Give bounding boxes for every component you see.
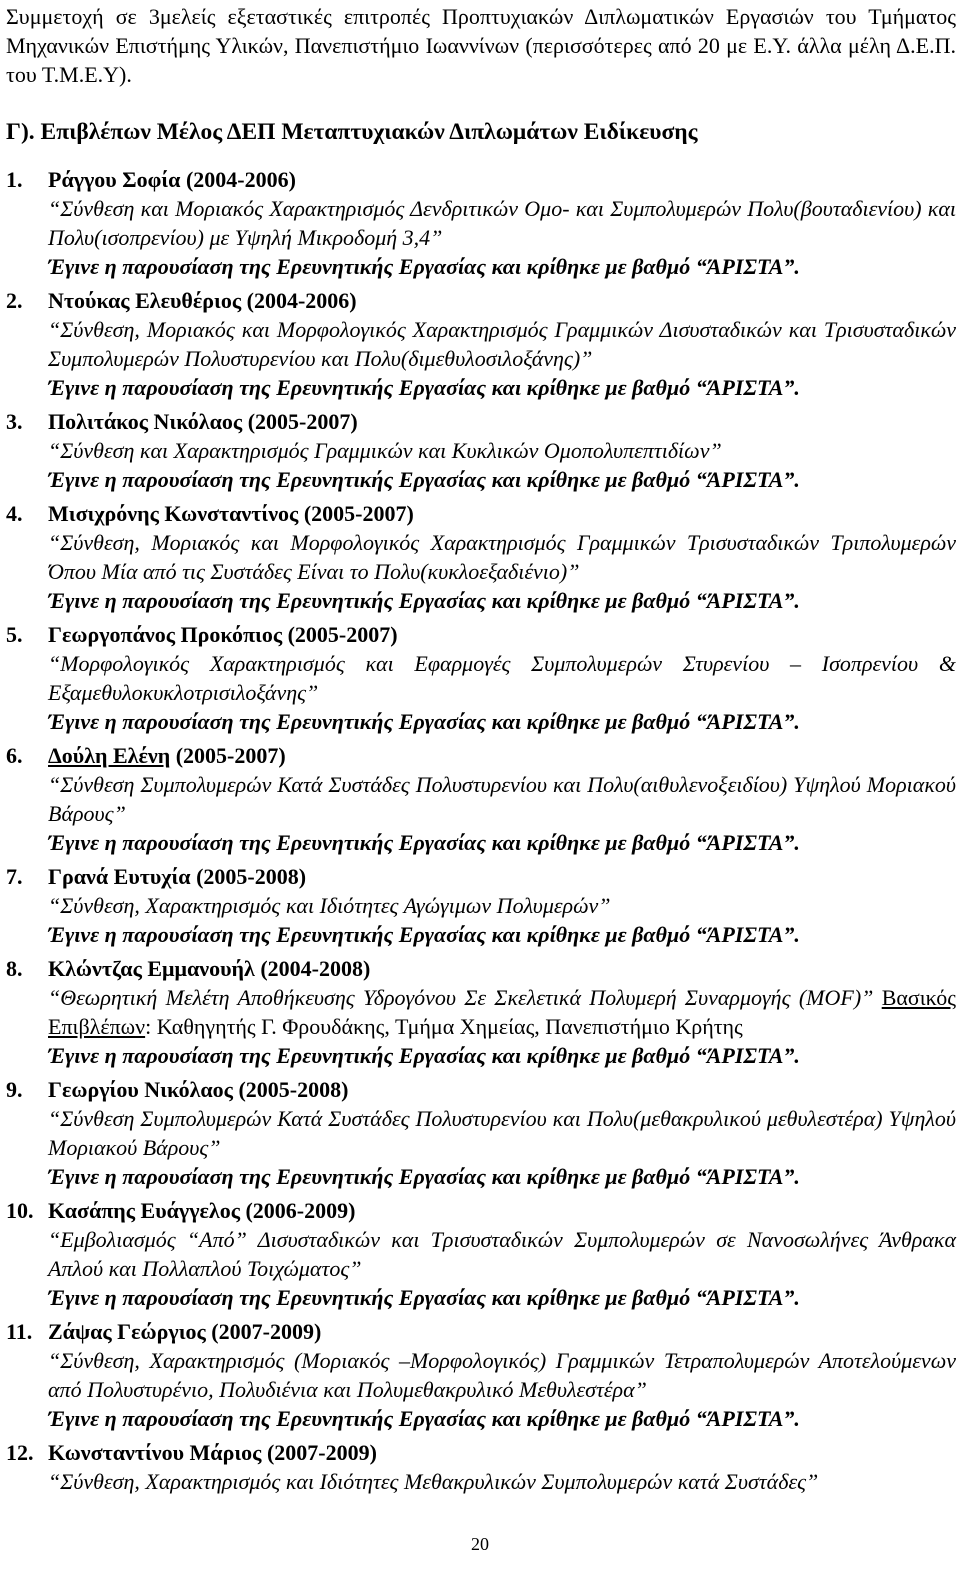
thesis-title-text: “Σύνθεση, Χαρακτηρισμός και Ιδιότητες Μεθακρυλικών Συμπολυμερών κατά Συστάδες” [48,1469,819,1494]
student-years: (2005-2007) [287,622,398,647]
student-years: (2005-2007) [303,501,414,526]
student-name: Κλώντζας Εμμανουήλ [48,956,255,981]
thesis-title [48,1346,956,1404]
grade-statement: Έγινε η παρουσίαση της Ερευνητικής Εργασίας και κρίθηκε με βαθμό “ΆΡΙΣΤΑ”. [48,254,800,279]
student-years: (2004-2008) [260,956,371,981]
thesis-title-text: “Σύνθεση, Χαρακτηρισμός (Μοριακός –Μορφολογικός) Γραμμικών Τετραπολυμερών Αποτελούμενων από Πολυστυρένιο, Πολυδιένια και Πολυμεθακρυλικό Μεθυλεστέρα” [48,1348,956,1402]
student-years: (2005-2007) [247,409,358,434]
student-name: Κασάπης Ευάγγελος [48,1198,240,1223]
student-years: (2007-2009) [211,1319,322,1344]
list-item [6,1196,956,1312]
thesis-title [48,528,956,586]
item-number: 8. [6,956,23,981]
thesis-title-text: “Σύνθεση, Μοριακός και Μορφολογικός Χαρακτηρισμός Γραμμικών Δισυσταδικών και Τρισυσταδικών Συμπολυμερών Πολυστυρενίου και Πολυ(διμεθυλοσιλοξάνης)” [48,317,956,371]
list-item [6,620,956,736]
item-number: 12. [6,1440,34,1465]
list-item [6,499,956,615]
list-item [6,954,956,1070]
student-name: Μισιχρόνης Κωνσταντίνος [48,501,299,526]
student-heading [48,286,956,315]
grade-statement: Έγινε η παρουσίαση της Ερευνητικής Εργασίας και κρίθηκε με βαθμό “ΆΡΙΣΤΑ”. [48,922,800,947]
item-number: 10. [6,1198,34,1223]
list-item [6,862,956,949]
student-heading [48,1438,956,1467]
student-years: (2006-2009) [245,1198,356,1223]
student-name: Ντούκας Ελευθέριος [48,288,242,313]
student-heading [48,499,956,528]
student-name: Κωνσταντίνου Μάριος [48,1440,262,1465]
list-item [6,1317,956,1433]
thesis-title [48,436,956,465]
thesis-title [48,649,956,707]
grade-statement: Έγινε η παρουσίαση της Ερευνητικής Εργασίας και κρίθηκε με βαθμό “ΆΡΙΣΤΑ”. [48,588,800,613]
student-years: (2005-2008) [196,864,307,889]
document-page [6,2,956,1496]
student-name: Ράγγου Σοφία [48,167,181,192]
grade-statement: Έγινε η παρουσίαση της Ερευνητικής Εργασίας και κρίθηκε με βαθμό “ΆΡΙΣΤΑ”. [48,709,800,734]
thesis-title [48,1467,956,1496]
student-heading [48,407,956,436]
student-heading [48,862,956,891]
student-heading [48,741,956,770]
student-name: Πολιτάκος Νικόλαος [48,409,243,434]
student-years: (2004-2006) [185,167,296,192]
list-item [6,741,956,857]
student-heading [48,1075,956,1104]
section-heading: Γ). Επιβλέπων Μέλος ΔΕΠ Μεταπτυχιακών Διπλωμάτων Ειδίκευσης [6,119,698,145]
thesis-title [48,1225,956,1283]
item-number: 7. [6,864,23,889]
item-number: 6. [6,743,23,768]
student-heading [48,165,956,194]
item-number: 2. [6,288,23,313]
list-item [6,1075,956,1191]
thesis-title [48,983,956,1041]
item-number: 3. [6,409,23,434]
intro-paragraph: Συμμετοχή σε 3μελείς εξεταστικές επιτροπές Προπτυχιακών Διπλωματικών Εργασιών του Τμήματος Μηχανικών Επιστήμης Υλικών, Πανεπιστήμιο Ιωαννίνων (περισσότερες από 20 με Ε.Υ. άλλα μέλη Δ.Ε.Π. του Τ.Μ.Ε.Υ). [6,4,956,87]
co-supervisor-text: : Καθηγητής Γ. Φρουδάκης, Τμήμα Χημείας, Πανεπιστήμιο Κρήτης [145,1014,743,1039]
student-name: Δούλη Ελένη [48,743,171,768]
student-heading [48,954,956,983]
thesis-title-text: “Σύνθεση και Μοριακός Χαρακτηρισμός Δενδριτικών Ομο- και Συμπολυμερών Πολυ(βουταδιενίου) και Πολυ(ισοπρενίου) με Υψηλή Μικροδομή 3,4” [48,196,956,250]
thesis-title [48,315,956,373]
thesis-title-text: “Σύνθεση Συμπολυμερών Κατά Συστάδες Πολυστυρενίου και Πολυ(αιθυλενοξειδίου) Υψηλού Μοριακού Βάρους” [48,772,956,826]
list-item [6,165,956,281]
grade-statement: Έγινε η παρουσίαση της Ερευνητικής Εργασίας και κρίθηκε με βαθμό “ΆΡΙΣΤΑ”. [48,1043,800,1068]
thesis-title-text: “Θεωρητική Μελέτη Αποθήκευσης Υδρογόνου Σε Σκελετικά Πολυμερή Συναρμογής (MOF)” [48,985,874,1010]
grade-statement: Έγινε η παρουσίαση της Ερευνητικής Εργασίας και κρίθηκε με βαθμό “ΆΡΙΣΤΑ”. [48,1164,800,1189]
thesis-list [6,165,956,1496]
student-heading [48,620,956,649]
item-number: 11. [6,1319,33,1344]
grade-statement: Έγινε η παρουσίαση της Ερευνητικής Εργασίας και κρίθηκε με βαθμό “ΆΡΙΣΤΑ”. [48,375,800,400]
list-item [6,1438,956,1496]
student-heading [48,1317,956,1346]
student-name: Γεωργοπάνος Προκόπιος [48,622,283,647]
thesis-title [48,194,956,252]
thesis-title-text: “Σύνθεση Συμπολυμερών Κατά Συστάδες Πολυστυρενίου και Πολυ(μεθακρυλικού μεθυλεστέρα) Υψηλού Μοριακού Βάρους” [48,1106,956,1160]
co-supervisor-label: Βασικός Επιβλέπων [48,985,956,1039]
item-number: 5. [6,622,23,647]
student-years: (2007-2009) [266,1440,377,1465]
list-item [6,286,956,402]
list-item [6,407,956,494]
thesis-title [48,891,956,920]
student-years: (2004-2006) [246,288,357,313]
item-number: 1. [6,167,23,192]
grade-statement: Έγινε η παρουσίαση της Ερευνητικής Εργασίας και κρίθηκε με βαθμό “ΆΡΙΣΤΑ”. [48,1406,800,1431]
thesis-title-text: “Μορφολογικός Χαρακτηρισμός και Εφαρμογές Συμπολυμερών Στυρενίου – Ισοπρενίου & Εξαμεθυλοκυκλοτρισιλοξάνης” [48,651,956,705]
page-number: 20 [471,1534,489,1554]
thesis-title [48,770,956,828]
grade-statement: Έγινε η παρουσίαση της Ερευνητικής Εργασίας και κρίθηκε με βαθμό “ΆΡΙΣΤΑ”. [48,467,800,492]
grade-statement: Έγινε η παρουσίαση της Ερευνητικής Εργασίας και κρίθηκε με βαθμό “ΆΡΙΣΤΑ”. [48,1285,800,1310]
item-number: 9. [6,1077,23,1102]
thesis-title-text: “Εμβολιασμός “Από” Δισυσταδικών και Τρισυσταδικών Συμπολυμερών σε Νανοσωλήνες Άνθρακα Απλού και Πολλαπλού Τοιχώματος” [48,1227,956,1281]
grade-statement: Έγινε η παρουσίαση της Ερευνητικής Εργασίας και κρίθηκε με βαθμό “ΆΡΙΣΤΑ”. [48,830,800,855]
student-name: Γεωργίου Νικόλαος [48,1077,233,1102]
thesis-title [48,1104,956,1162]
thesis-title-text: “Σύνθεση και Χαρακτηρισμός Γραμμικών και Κυκλικών Ομοπολυπεπτιδίων” [48,438,722,463]
student-heading [48,1196,956,1225]
item-number: 4. [6,501,23,526]
student-years: (2005-2007) [175,743,286,768]
student-name: Γρανά Ευτυχία [48,864,191,889]
student-name: Ζάψας Γεώργιος [48,1319,206,1344]
thesis-title-text: “Σύνθεση, Μοριακός και Μορφολογικός Χαρακτηρισμός Γραμμικών Τρισυσταδικών Τριπολυμερών Όπου Μία από τις Συστάδες Είναι το Πολυ(κυκλοεξαδιένιο)” [48,530,956,584]
student-years: (2005-2008) [238,1077,349,1102]
thesis-title-text: “Σύνθεση, Χαρακτηρισμός και Ιδιότητες Αγώγιμων Πολυμερών” [48,893,611,918]
